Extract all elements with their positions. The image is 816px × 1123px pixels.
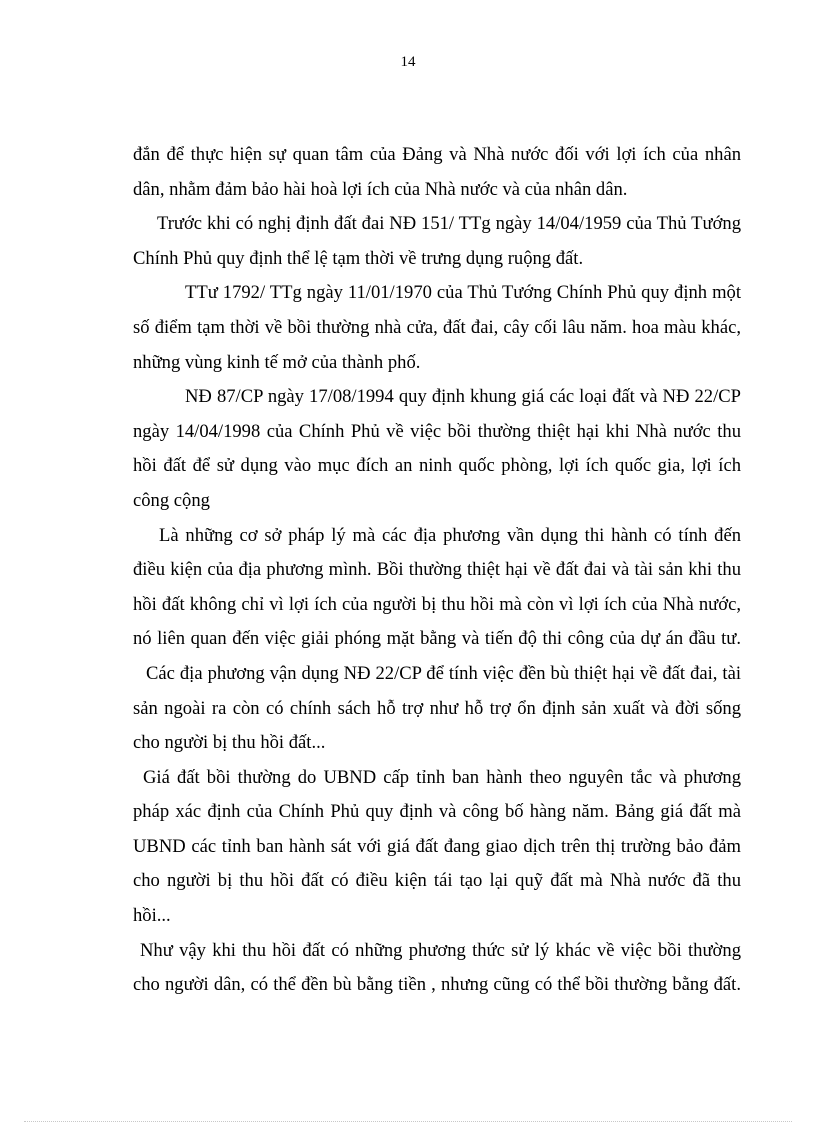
text-line: nó liên quan đến việc giải phóng mặt bằng và tiến độ thi công của dự án đầu tư. [133,628,741,650]
text-line: dân, nhằm đảm bảo hài hoà lợi ích của Nhà nước và của nhân dân. [133,178,628,200]
text-line: điều kiện của địa phương mình. Bồi thường thiệt hại về đất đai và tài sản khi thu [133,559,741,581]
page-bottom-rule [24,1121,792,1122]
text-line: hồi đất không chỉ vì lợi ích của người bị thu hồi mà còn vì lợi ích của Nhà nước, [133,593,741,615]
text-line: pháp xác định của Chính Phủ quy định và công bố hàng năm. Bảng giá đất mà [133,801,741,823]
text-line: cho người bị thu hồi đất... [133,732,326,754]
text-line: sản ngoài ra còn có chính sách hỗ trợ như hỗ trợ ổn định sản xuất và đời sống [133,697,741,719]
text-line: công cộng [133,489,210,511]
page-number: 14 [400,54,416,70]
text-line: cho người dân, có thể đền bù bằng tiền , nhưng cũng có thể bồi thường bằng đất. [133,974,741,996]
text-line: cho người bị thu hồi đất có điều kiện tái tạo lại quỹ đất mà Nhà nước đã thu [133,870,741,892]
text-line: số điểm tạm thời về bồi thường nhà cửa, đất đai, cây cối lâu năm. hoa màu khác, [133,316,741,338]
text-line: Chính Phủ quy định thể lệ tạm thời về trưng dụng ruộng đất. [133,247,584,269]
text-line: Như vậy khi thu hồi đất có những phương thức sử lý khác về việc bồi thường [140,939,741,961]
text-line: ngày 14/04/1998 của Chính Phủ về việc bồi thường thiệt hại khi Nhà nước thu [133,420,741,442]
text-line: Là những cơ sở pháp lý mà các địa phương vần dụng thi hành có tính đến [159,524,741,546]
text-line: hồi... [133,905,171,927]
text-line: Các địa phương vận dụng NĐ 22/CP để tính việc đền bù thiệt hại về đất đai, tài [146,662,741,684]
text-line: đắn để thực hiện sự quan tâm của Đảng và Nhà nước đối với lợi ích của nhân [133,144,741,165]
text-line: những vùng kinh tế mở của thành phố. [133,351,421,373]
text-line: Giá đất bồi thường do UBND cấp tỉnh ban hành theo nguyên tắc và phương [143,766,741,788]
text-line: Trước khi có nghị định đất đai NĐ 151/ TTg ngày 14/04/1959 của Thủ Tướng [157,213,741,235]
text-line: NĐ 87/CP ngày 17/08/1994 quy định khung giá các loại đất và NĐ 22/CP [185,386,741,408]
body-text [133,138,741,1003]
text-line: hồi đất để sử dụng vào mục đích an ninh quốc phòng, lợi ích quốc gia, lợi ích [133,455,741,477]
text-line: UBND các tỉnh ban hành sát với giá đất đang giao dịch trên thị trường bảo đảm [133,835,741,857]
text-line: TTư 1792/ TTg ngày 11/01/1970 của Thủ Tướng Chính Phủ quy định một [185,282,741,304]
